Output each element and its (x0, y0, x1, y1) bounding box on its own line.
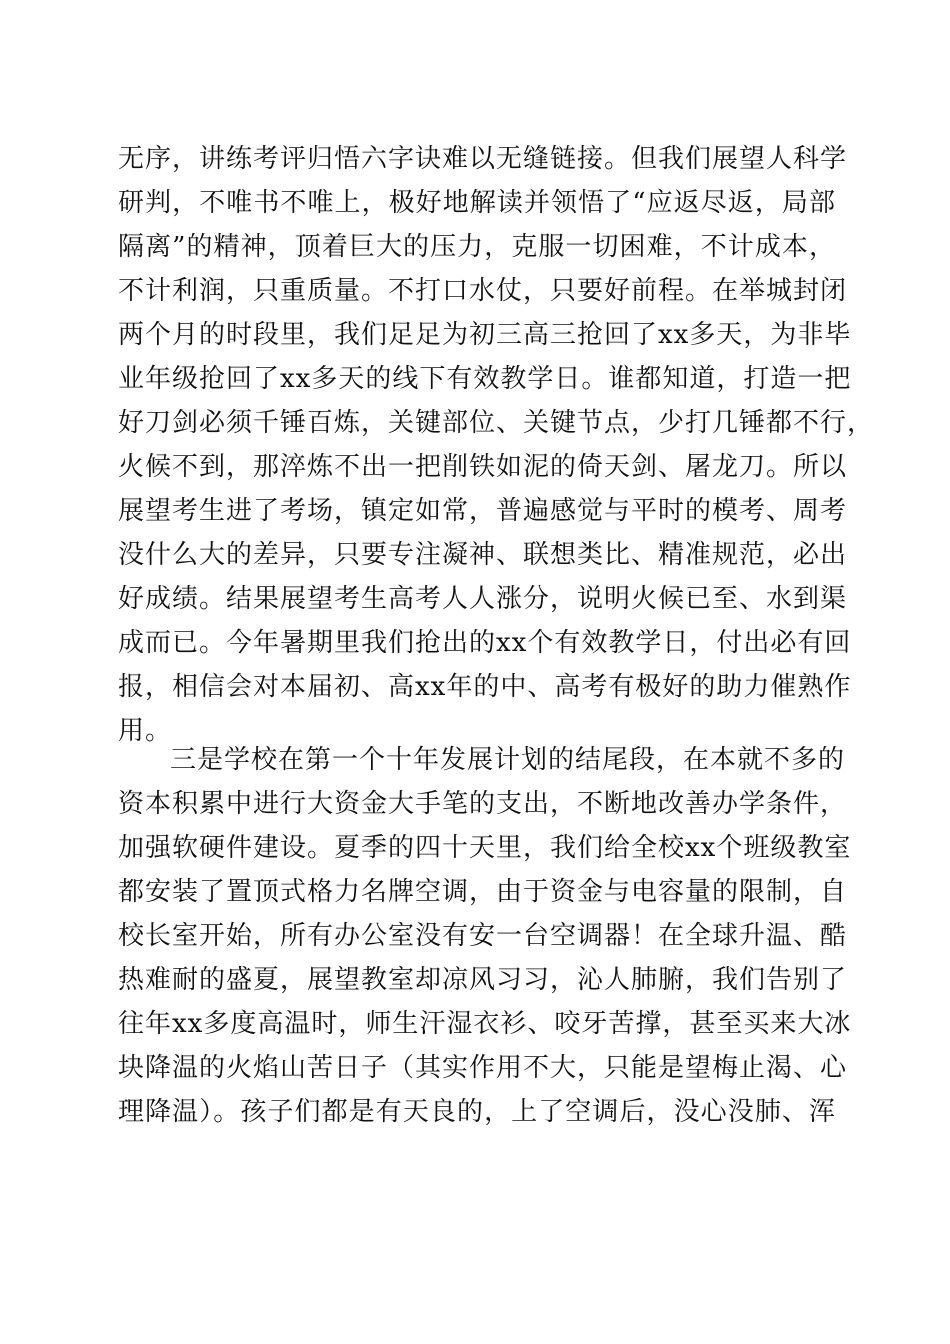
text-line: 校长室开始，所有办公室没有安一台空调器！在全球升温、酷 (118, 921, 848, 951)
text-line: 两个月的时段里，我们足足为初三高三抢回了xx多天，为非毕 (118, 320, 852, 350)
text-line: 加强软硬件建设。夏季的四十天里，我们给全校xx个班级教室 (118, 833, 852, 863)
text-line: 块降温的火焰山苦日子（其实作用不大，只能是望梅止渴、心 (118, 1053, 848, 1083)
text-line: 火候不到，那淬炼不出一把削铁如泥的倚天剑、屠龙刀。所以 (118, 452, 848, 482)
text-line: 成而已。今年暑期里我们抢出的xx个有效教学日，付出必有回 (118, 628, 852, 658)
text-line: 往年xx多度高温时，师生汗湿衣衫、咬牙苦撑，甚至买来大冰 (118, 1009, 852, 1039)
text-line: 没什么大的差异，只要专注凝神、联想类比、精准规范，必出 (118, 540, 848, 570)
text-line: 业年级抢回了xx多天的线下有效教学日。谁都知道，打造一把 (118, 364, 852, 394)
text-line: 热难耐的盛夏，展望教室却凉风习习，沁人肺腑，我们告别了 (118, 965, 848, 995)
text-line: 报，相信会对本届初、高xx年的中、高考有极好的助力催熟作 (118, 672, 852, 702)
text-line: 好刀剑必须千锤百炼，关键部位、关键节点，少打几锤都不行， (118, 408, 875, 438)
paragraph-1 (118, 137, 875, 753)
text-line: 研判，不唯书不唯上，极好地解读并领悟了“应返尽返，局部 (118, 188, 836, 218)
text-line: 展望考生进了考场，镇定如常，普遍感觉与平时的模考、周考 (118, 496, 848, 526)
text-line: 三是学校在第一个十年发展计划的结尾段，在本就不多的 (170, 745, 846, 775)
text-line: 都安装了置顶式格力名牌空调，由于资金与电容量的限制，自 (118, 877, 848, 907)
text-line: 不计利润，只重质量。不打口水仗，只要好前程。在举城封闭 (118, 276, 848, 306)
text-line: 无序，讲练考评归悟六字诀难以无缝链接。但我们展望人科学 (118, 144, 848, 174)
text-line: 好成绩。结果展望考生高考人人涨分，说明火候已至、水到渠 (118, 584, 848, 614)
text-line: 用。 (118, 716, 173, 746)
text-line: 理降温）。孩子们都是有天良的，上了空调后，没心没肺、浑 (118, 1097, 836, 1127)
text-line: 资本积累中进行大资金大手笔的支出，不断地改善办学条件， (118, 789, 848, 819)
paragraph-2 (118, 738, 852, 1134)
text-line: 隔离”的精神，顶着巨大的压力，克服一切困难，不计成本， (118, 232, 836, 262)
